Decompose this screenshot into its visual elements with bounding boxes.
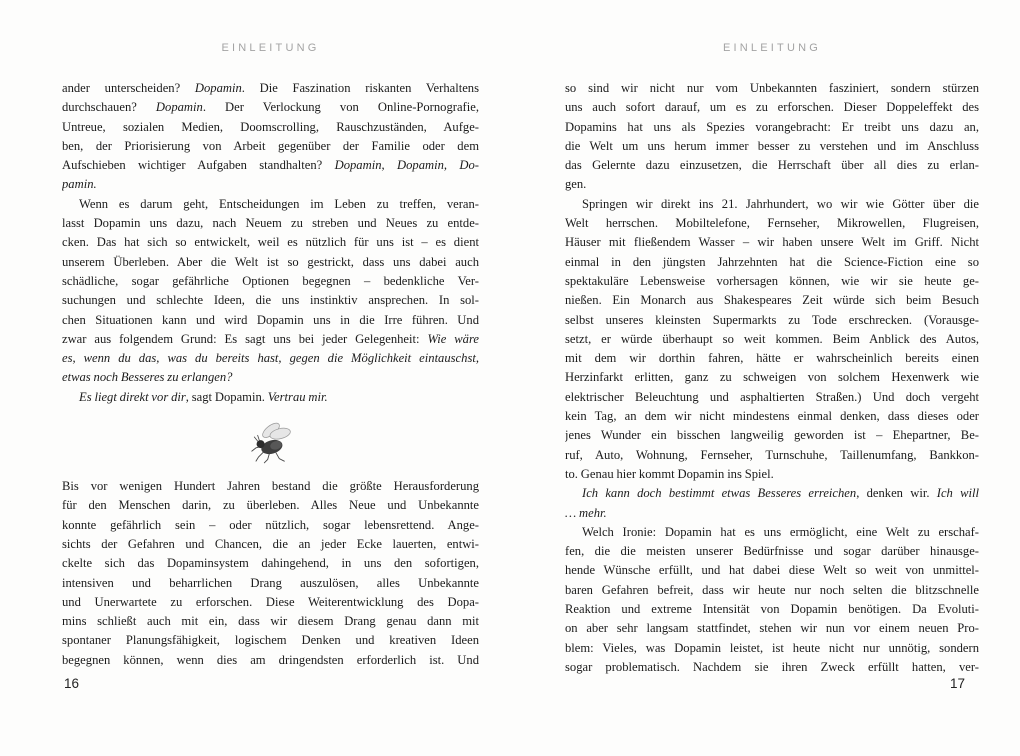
book-page-right <box>565 0 979 756</box>
text-line: … mehr. <box>565 505 607 520</box>
paragraph <box>565 195 979 484</box>
text-line: suchungen und schlechte Ideen, die uns instinktiv ansprechen. In sol- <box>62 293 479 308</box>
text-line: Herzinfarkt erlitten, ganz zu schweigen von solchem Hexenwerk wie <box>565 370 979 385</box>
paragraph <box>62 477 479 670</box>
text-line: spektakuläre Lebensweise vorhersagen können, wie wir sie heute ge- <box>565 273 979 288</box>
text-line: setzt, er würde überhaupt so weit kommen. Beim Anblick des Autos, <box>565 331 979 346</box>
text-line: Dopamins hat uns als Spezies vorangebracht: Er treibt uns dazu an, <box>565 119 979 134</box>
fly-illustration <box>246 419 296 465</box>
text-line: jenes Wunder ein bisschen langweilig geworden ist – Ehepartner, Be- <box>565 428 979 443</box>
text-line: mins schließt auch mit ein, dass wir diesem Drang genau dann mit <box>62 614 479 629</box>
text-line: chen Situationen kann und wird Dopamin uns in die Irre führen. Und <box>62 312 479 327</box>
text-line: cken. Das hat sich so entwickelt, weil es nützlich für uns ist – es dient <box>62 235 479 250</box>
text-line: lasst Dopamin uns dazu, nach Neuem zu streben und Neues zu entde- <box>62 216 479 231</box>
text-line: to. Genau hier kommt Dopamin ins Spiel. <box>565 466 774 481</box>
text-line: Springen wir direkt ins 21. Jahrhundert, wo wir wie Götter über die <box>582 196 979 211</box>
paragraph <box>565 523 979 677</box>
text-line: nießen. Ein Monarch aus Shakespeares Zeit würde sich beim Besuch <box>565 293 979 308</box>
text-line: ckelte sich das Dopaminsystem dahingehend, in uns den sofortigen, <box>62 556 479 571</box>
paragraph <box>565 484 979 523</box>
page-number: 17 <box>949 676 965 691</box>
text-line: Untreue, sozialen Medien, Doomscrolling, Rauschzuständen, Aufge- <box>62 119 479 134</box>
text-line: on aber sehr langsam stattfindet, stehen wir nun vor einem neuen Pro- <box>565 621 979 636</box>
text-line: die Welt um uns herum immer besser zu verstehen und im Anschluss <box>565 138 979 153</box>
text-line: einmal in den jüngsten Jahrzehnten hat die Science-Fiction eine so <box>565 254 979 269</box>
text-line: Es liegt direkt vor dir, sagt Dopamin. Vertrau mir. <box>79 389 328 404</box>
text-line: Bis vor wenigen Hundert Jahren bestand die größte Herausforderung <box>62 479 479 494</box>
text-line: blem: Vieles, was Dopamin leistet, ist heute nicht nur unnötig, sondern <box>565 640 979 655</box>
text-line: schädliche, sogar gefährliche Optionen begegnen – bedenkliche Ver- <box>62 273 479 288</box>
body-text <box>62 79 479 670</box>
text-line: fen, die die meisten unserer Bedürfnisse und sogar darüber hinausge- <box>565 544 979 559</box>
text-line: konnte gefährlich sein – oder nützlich, sogar lebensrettend. Ange- <box>62 517 479 532</box>
text-line: gen. <box>565 177 587 192</box>
page-number: 16 <box>64 676 80 691</box>
text-line: ruf, Auto, Wohnung, Fernseher, Turnschuhe, Taillenumfang, Bankkon- <box>565 447 979 462</box>
section-break-ornament <box>62 407 479 477</box>
text-line: etwas noch Besseres zu erlangen? <box>62 370 233 385</box>
text-line: uns auch sofort darauf, um es zu erforschen. Dieser Doppeleffekt des <box>565 100 979 115</box>
text-line: ben, der Priorisierung von Arbeit gegenüber der Familie oder dem <box>62 138 479 153</box>
text-line: kein Tag, an dem wir nicht mindestens einmal denken, dass dieses oder <box>565 409 979 424</box>
text-line: es, wenn du das, was du bereits hast, gegen die Möglichkeit eintauschst, <box>62 351 479 366</box>
text-line: Häuser mit fließendem Wasser – wir haben unsere Welt im Griff. Nicht <box>565 235 979 250</box>
text-line: Welt herrschen. Mobiltelefone, Fernseher, Mikrowellen, Flugreisen, <box>565 216 979 231</box>
running-header: EINLEITUNG <box>221 42 320 54</box>
paragraph <box>62 388 479 407</box>
text-line: durchschauen? Dopamin. Der Verlockung von Online-Pornografie, <box>62 100 479 115</box>
paragraph <box>62 195 479 388</box>
text-line: pamin. <box>62 177 97 192</box>
text-line: begegnen können, wenn dies am dringendsten erforderlich ist. Und <box>62 652 479 667</box>
text-line: das Gelernte dazu einzusetzen, die Herrschaft über all dies zu erlan- <box>565 158 979 173</box>
text-line: Aufschieben wichtiger Aufgaben standhalten? Dopamin, Dopamin, Do- <box>62 158 479 173</box>
text-line: Ich kann doch bestimmt etwas Besseres erreichen, denken wir. Ich will <box>582 486 979 501</box>
text-line: für den Menschen darin, zu überleben. Alles Neue und Unbekannte <box>62 498 479 513</box>
text-line: intensiven und beharrlichen Drang auszulösen, alles Unbekannte <box>62 575 479 590</box>
text-line: und Unerwartete zu erforschen. Diese Weiterentwicklung des Dopa- <box>62 594 479 609</box>
text-line: spontaner Planungsfähigkeit, logischem Denken und kreativen Ideen <box>62 633 479 648</box>
text-line: sogar problematisch. Nachdem sie ihren Zweck erfüllt hatten, ver- <box>565 659 979 674</box>
paragraph <box>565 79 979 195</box>
text-line: Wenn es darum geht, Entscheidungen im Leben zu treffen, veran- <box>79 196 479 211</box>
text-line: so sind wir nicht nur vom Unbekannten fasziniert, sondern stürzen <box>565 81 979 95</box>
text-line: Reaktion und extreme Intensität von Dopamin benötigen. Da Evoluti- <box>565 602 979 617</box>
text-line: mit dem wir dorthin fahren, hätte er wahrscheinlich bereits einen <box>565 351 979 366</box>
text-line: sichts der Gefahren und Chancen, die an jeder Ecke lauerten, entwi- <box>62 536 479 551</box>
text-line: ander unterscheiden? Dopamin. Die Faszination riskanten Verhaltens <box>62 81 479 95</box>
book-page-left <box>62 0 479 756</box>
text-line: hende Wünsche erfüllt, und hat dabei diese Welt so weit von unmittel- <box>565 563 979 578</box>
text-line: zwar aus folgendem Grund: Es sagt uns bei jeder Gelegenheit: Wie wäre <box>62 331 479 346</box>
text-line: unserem Überleben. Aber die Welt ist so gestrickt, dass uns dabei auch <box>62 254 479 269</box>
running-header: EINLEITUNG <box>722 42 821 54</box>
paragraph <box>62 79 479 195</box>
text-line: baren Gefahren befreit, dass wir heute nur noch selten die blitzschnelle <box>565 582 979 597</box>
body-text <box>565 79 979 677</box>
text-line: elektrischer Beleuchtung und asphaltierten Straßen.) Und doch vergeht <box>565 389 979 404</box>
text-line: selbst unseres kleinsten Supermarkts zu Tode erschrecken. (Vorausge- <box>565 312 979 327</box>
text-line: Welch Ironie: Dopamin hat es uns ermöglicht, eine Welt zu erschaf- <box>582 524 979 539</box>
